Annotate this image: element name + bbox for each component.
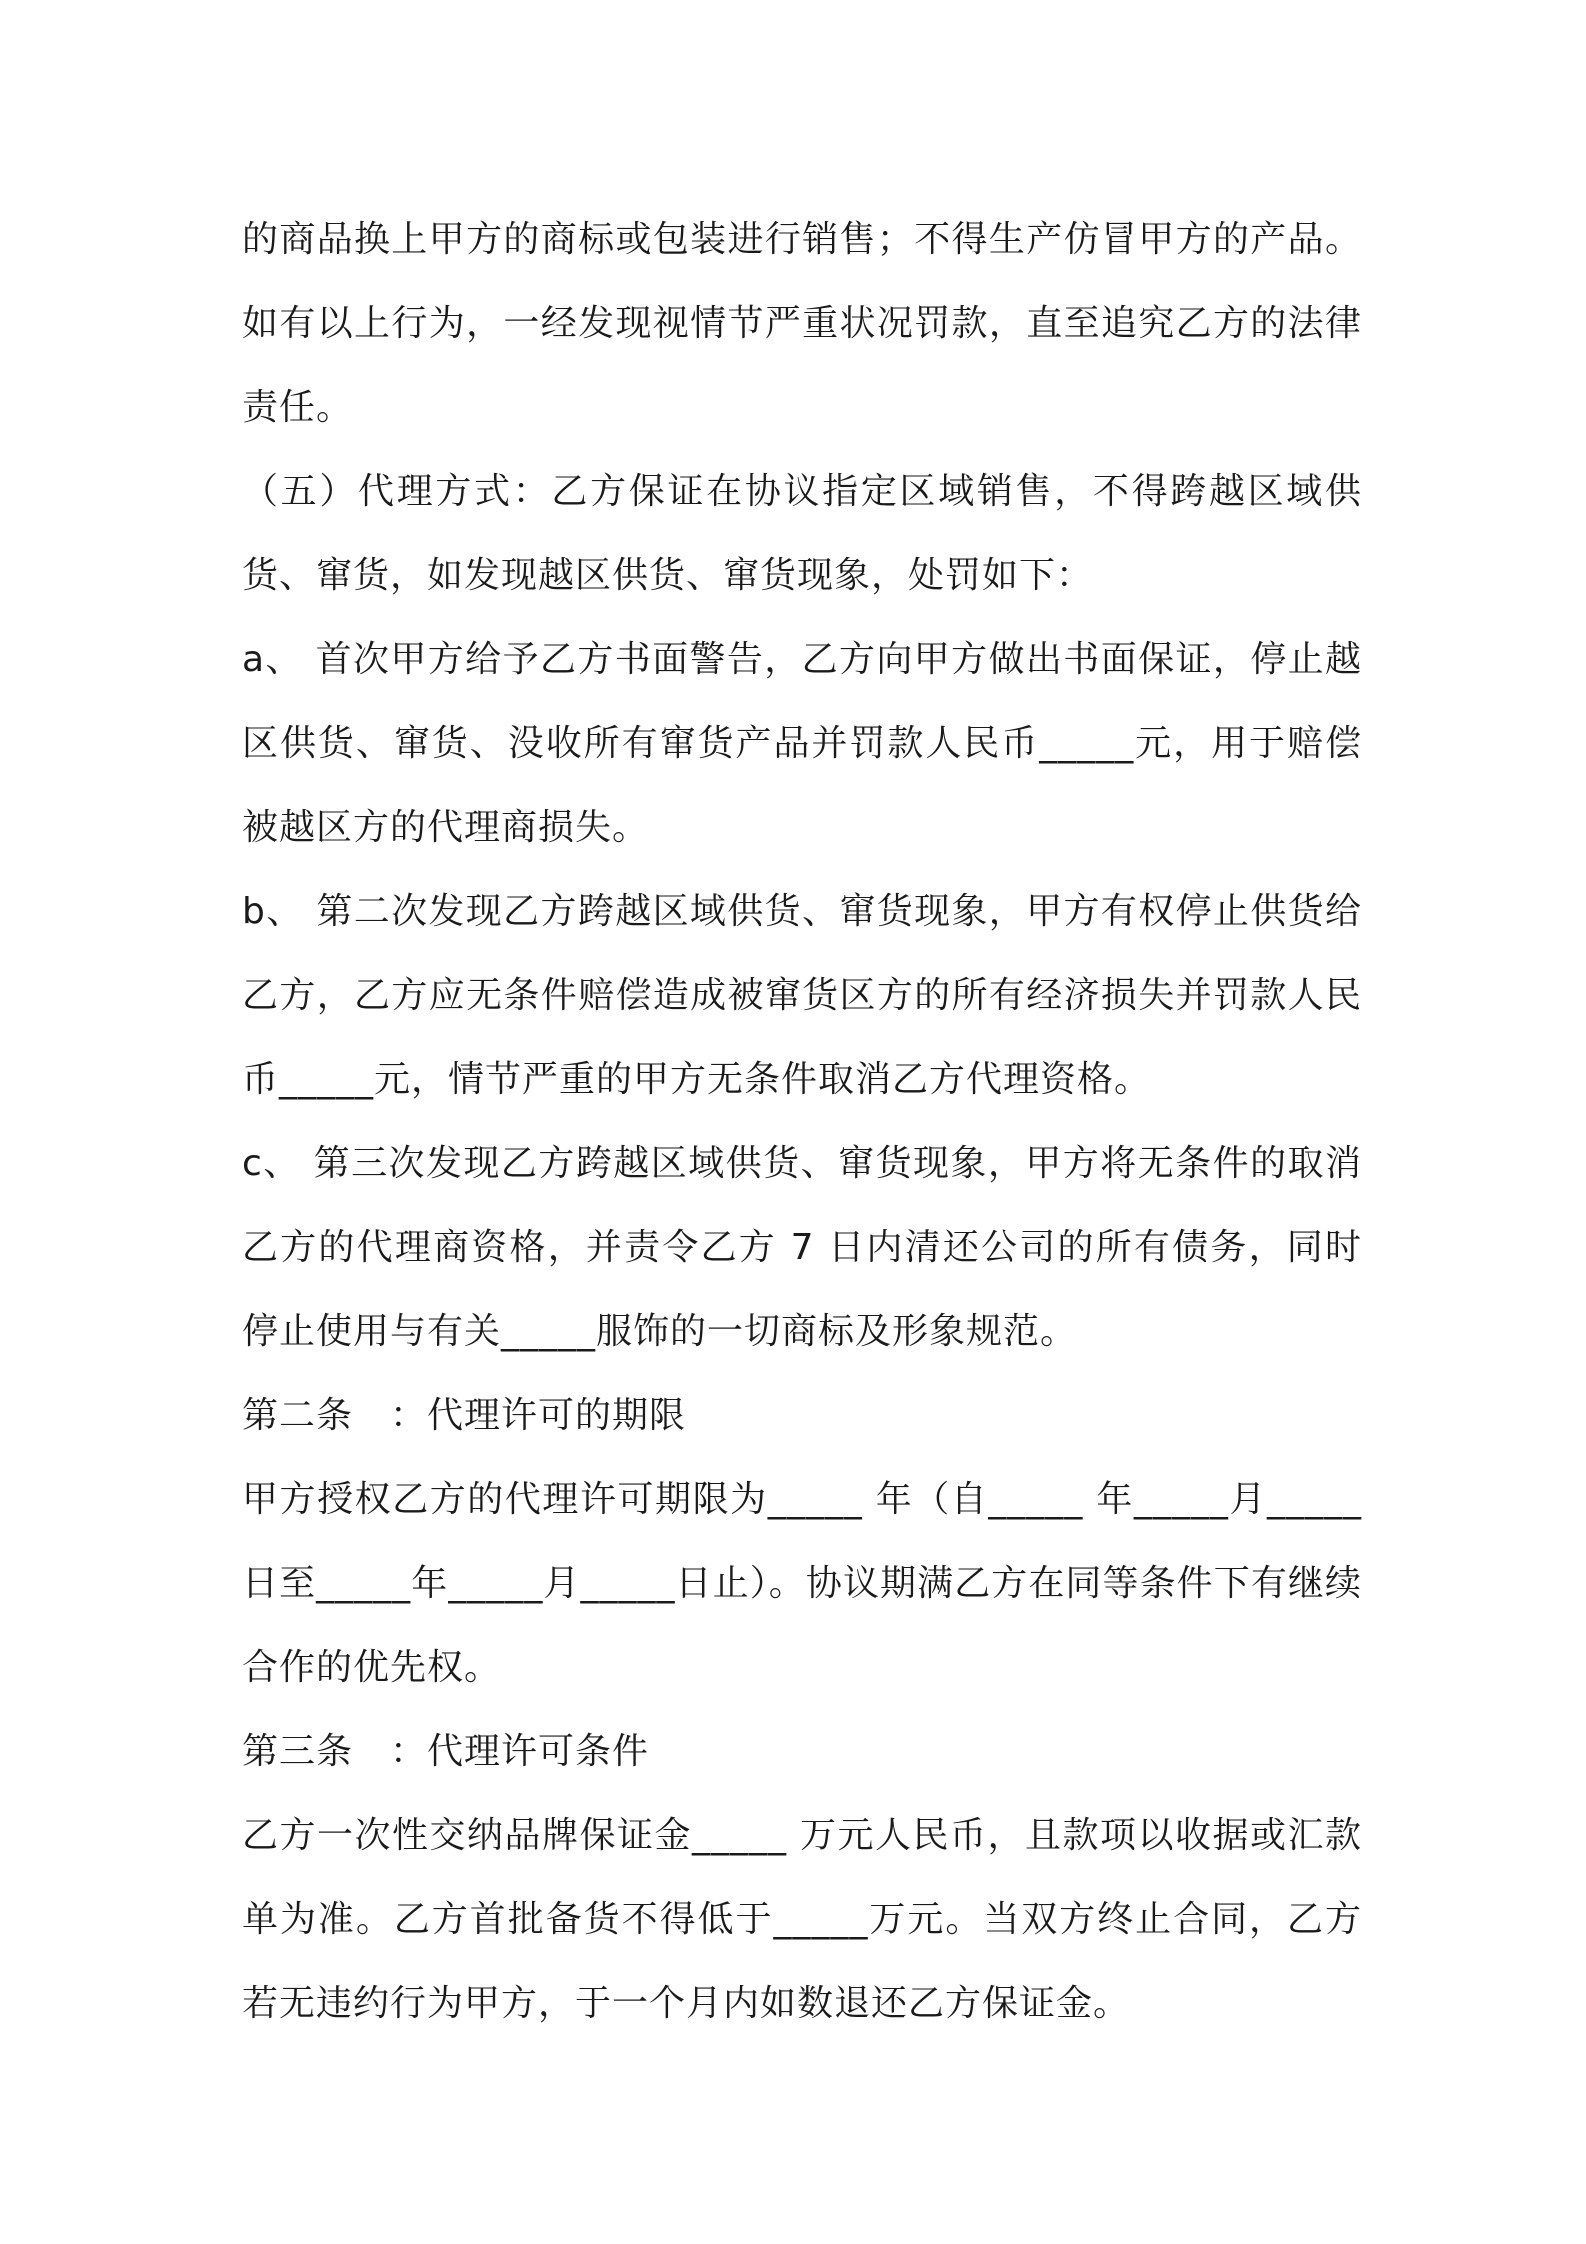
- paragraph-first-violation: a、 首次甲方给予乙方书面警告，乙方向甲方做出书面保证，停止越区供货、窜货、没收所有窜货产品并罚款人民币_____元，用于赔偿被越区方的代理商损失。: [242, 639, 1362, 848]
- paragraph-penalty-clause: 的商品换上甲方的商标或包装进行销售；不得生产仿冒甲方的产品。如有以上行为，一经发现视情节严重状况罚款，直至追究乙方的法律责任。: [242, 219, 1362, 428]
- document-body: [242, 198, 1362, 2046]
- heading-article-two: 第二条 ：代理许可的期限: [242, 1395, 687, 1436]
- paragraph-second-violation: b、 第二次发现乙方跨越区域供货、窜货现象，甲方有权停止供货给乙方，乙方应无条件赔偿造成被窜货区方的所有经济损失并罚款人民币_____元，情节严重的甲方无条件取消乙方代理资格。: [242, 891, 1362, 1100]
- heading-article-three: 第三条 ：代理许可条件: [242, 1731, 650, 1772]
- paragraph-agency-method: （五）代理方式：乙方保证在协议指定区域销售，不得跨越区域供货、窜货，如发现越区供货、窜货现象，处罚如下：: [242, 471, 1362, 596]
- paragraph-license-conditions: 乙方一次性交纳品牌保证金_____ 万元人民币，且款项以收据或汇款单为准。乙方首批备货不得低于_____万元。当双方终止合同，乙方若无违约行为甲方，于一个月内如数退还乙方保证金。: [242, 1815, 1362, 2024]
- paragraph-third-violation: c、 第三次发现乙方跨越区域供货、窜货现象，甲方将无条件的取消乙方的代理商资格，并责令乙方 7 日内清还公司的所有债务，同时停止使用与有关_____服饰的一切商标及形象规范。: [242, 1143, 1362, 1352]
- paragraph-license-term: 甲方授权乙方的代理许可期限为_____ 年（自_____ 年_____月_____ 日至_____年_____月_____日止）。协议期满乙方在同等条件下有继续合作的优先权。: [242, 1479, 1362, 1688]
